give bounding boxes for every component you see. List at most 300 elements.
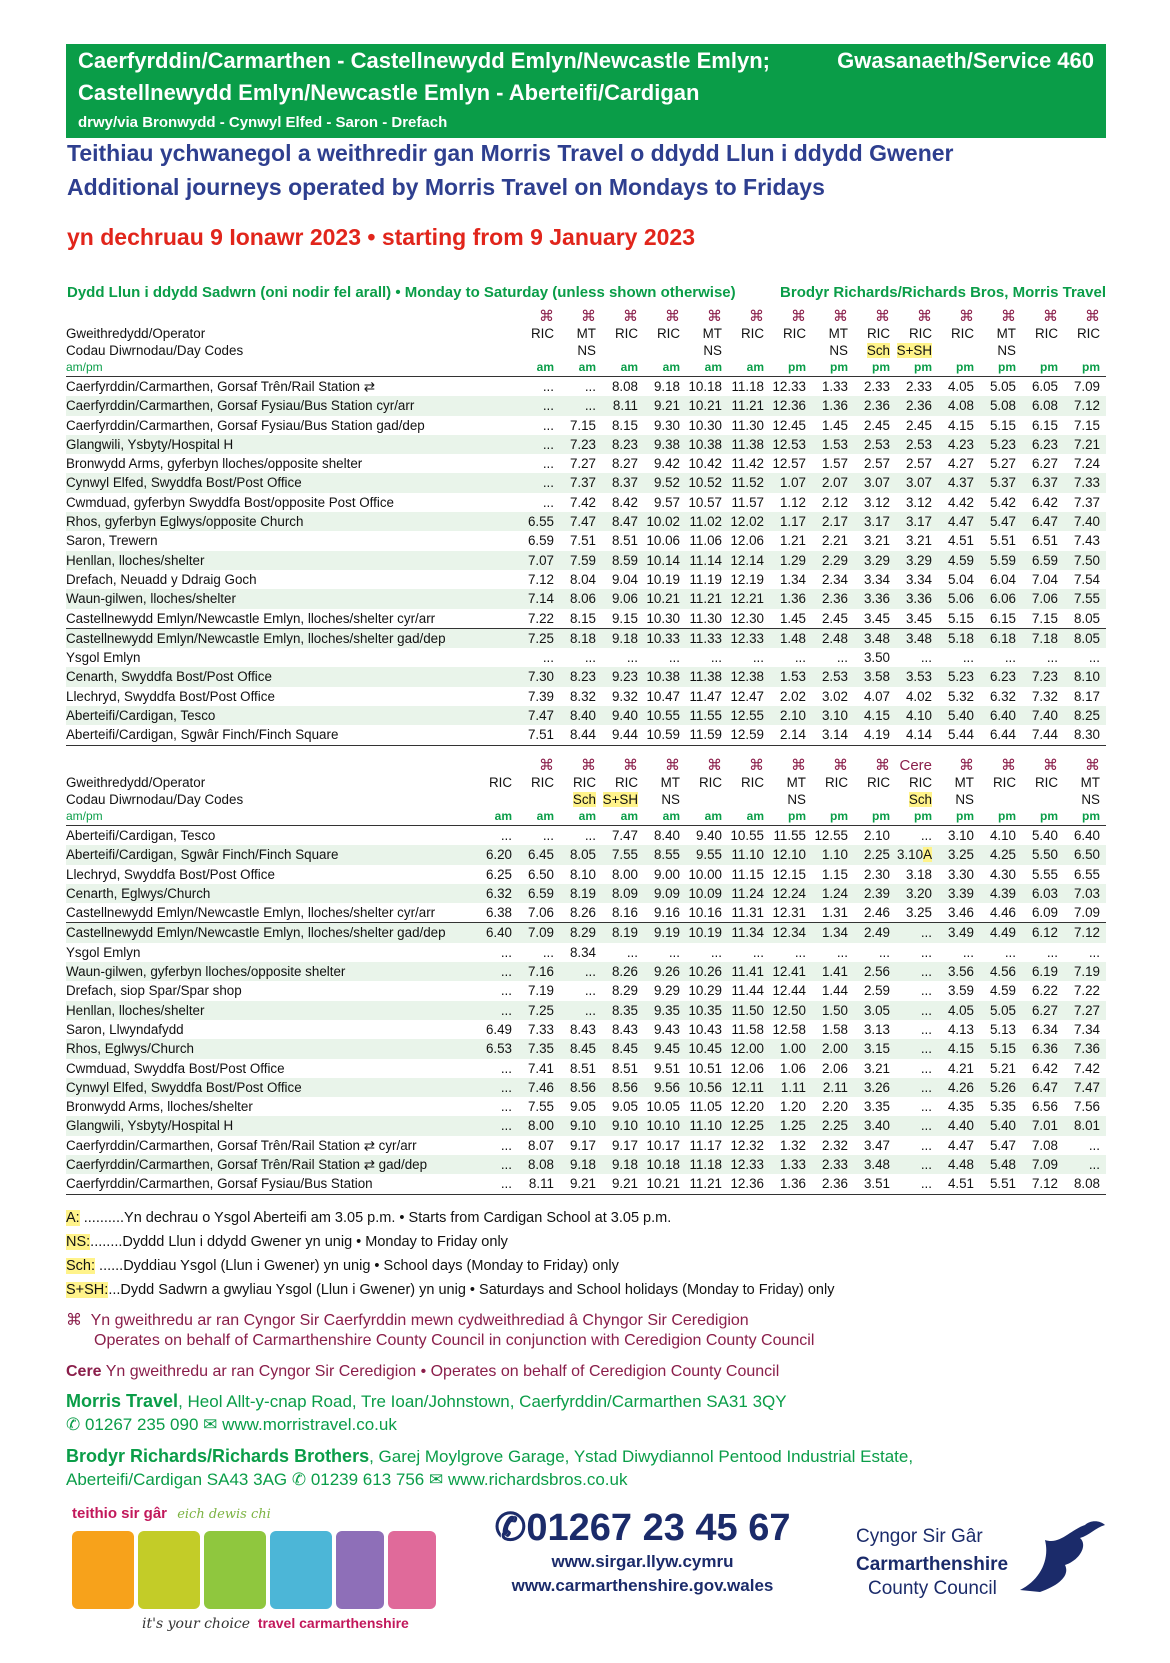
departure-time [728,962,770,981]
time-value: 7.06 [1031,591,1058,607]
time-value: 1.58 [821,1021,848,1037]
ampm-value: pm [1064,808,1106,826]
operator-code: RIC [740,326,764,341]
departure-time [602,1174,644,1194]
time-value: ... [626,944,638,960]
departure-time [1064,725,1106,745]
time-value: 9.17 [611,1137,638,1153]
time-value: 9.10 [611,1118,638,1134]
time-value: 10.42 [688,456,722,472]
time-value: 1.41 [821,964,848,980]
departure-time [644,1078,686,1097]
departure-time [1064,512,1106,531]
time-value: 2.14 [779,727,806,743]
departure-time [602,493,644,512]
departure-time [854,667,896,686]
departure-time [728,1001,770,1020]
time-value: 3.21 [863,1060,890,1076]
departure-time [602,981,644,1000]
departure-time [686,512,728,531]
time-value: 4.02 [905,688,932,704]
departure-time [602,1039,644,1058]
command-symbol-icon: ⌘ [1001,308,1016,325]
departure-time [518,493,560,512]
time-value: 8.26 [569,905,596,921]
time-value: 5.05 [989,1002,1016,1018]
time-value: 12.34 [772,925,806,941]
time-value: 6.59 [527,533,554,549]
departure-time [812,943,854,962]
departure-time [476,884,518,903]
time-value: ... [920,1176,932,1192]
command-symbol-icon [476,757,518,774]
day-code [1064,791,1106,808]
time-value: 3.17 [863,514,890,530]
timetable-row [66,1116,1106,1135]
time-value: 4.47 [947,514,974,530]
time-value: 9.18 [611,1157,638,1173]
time-value: 2.07 [821,475,848,491]
time-value: 7.55 [1073,591,1100,607]
stop-name [66,884,476,903]
timetable-row [66,826,1106,846]
departure-time [602,962,644,981]
command-symbol-icon: ⌘ [707,308,722,325]
departure-time [938,377,980,397]
time-value: 3.45 [905,610,932,626]
time-value: 3.12 [905,494,932,510]
departure-time [602,826,644,846]
note-key: S+SH: [66,1282,109,1298]
website-english[interactable]: www.carmarthenshire.gov.wales [511,1576,774,1595]
cere-label: Cere [899,757,932,774]
departure-time [686,1020,728,1039]
command-symbol-icon: ⌘ [1085,757,1100,774]
time-value: 9.42 [653,456,680,472]
time-value: 6.36 [1031,1041,1058,1057]
timetable-row [66,845,1106,864]
stop-name [66,377,518,397]
time-value: 1.00 [779,1041,806,1057]
time-value: ... [1004,650,1016,666]
time-value: 8.00 [611,866,638,882]
time-value: 12.06 [730,1060,764,1076]
departure-time [938,454,980,473]
departure-time [854,628,896,648]
time-value: 6.20 [485,847,512,863]
time-value: 4.40 [947,1118,974,1134]
departure-time [980,981,1022,1000]
day-code [770,791,812,808]
departure-time [560,923,602,943]
time-value: 7.09 [527,925,554,941]
time-value: 1.15 [821,866,848,882]
departure-time [854,884,896,903]
timetable-row [66,512,1106,531]
time-value: 6.37 [1031,475,1058,491]
departure-time [644,923,686,943]
morris-address [66,1391,787,1412]
time-value: 4.59 [947,552,974,568]
departure-time [560,435,602,454]
departure-time [1064,609,1106,629]
departure-time [518,865,560,884]
departure-time [602,845,644,864]
command-symbol-icon: ⌘ [623,757,638,774]
departure-time [980,1078,1022,1097]
time-value: 8.08 [1073,1176,1100,1192]
departure-time [602,706,644,725]
departure-time [812,826,854,846]
time-value: 6.47 [1031,514,1058,530]
operator-code: RIC [782,326,806,341]
day-code [980,791,1022,808]
time-value: ... [500,1079,512,1095]
time-value: 8.10 [569,866,596,882]
departure-time [896,648,938,667]
departure-time [1022,1020,1064,1039]
ampm-value: pm [770,359,812,377]
time-value: 8.29 [611,983,638,999]
time-value: 7.37 [569,475,596,491]
command-symbol-icon: ⌘ [875,757,890,774]
time-value: 6.38 [485,905,512,921]
time-value: 4.19 [863,727,890,743]
departure-time [1022,1136,1064,1155]
time-value: 12.57 [772,456,806,472]
time-value: 1.53 [779,669,806,685]
departure-time [938,396,980,415]
departure-time [602,725,644,745]
departure-time [812,725,854,745]
time-value: 4.51 [947,533,974,549]
time-value: 6.27 [1031,1002,1058,1018]
time-value: 4.49 [989,925,1016,941]
day-code [560,342,602,359]
time-value: 8.43 [569,1021,596,1037]
morris-name: Morris Travel [66,1391,179,1411]
day-code [1064,342,1106,359]
departure-time [770,396,812,415]
departure-time [938,570,980,589]
departure-time [980,962,1022,981]
time-value: 8.51 [569,1060,596,1076]
time-value: 12.24 [772,885,806,901]
departure-time [476,865,518,884]
time-value: 11.50 [731,1002,764,1018]
time-value: ... [836,944,848,960]
departure-time [854,1020,896,1039]
ampm-value: pm [938,808,980,826]
time-value: 9.45 [653,1041,680,1057]
time-value: 4.51 [947,1176,974,1192]
departure-time [812,377,854,397]
day-code [896,342,938,359]
time-value: 12.33 [730,1157,764,1173]
ampm-value: am [728,359,770,377]
ampm-value: pm [770,808,812,826]
departure-time [1064,1001,1106,1020]
stop-name [66,609,518,629]
departure-time [770,865,812,884]
van-icon [204,1531,266,1609]
ampm-value: pm [1064,359,1106,377]
time-value: 7.08 [1031,1137,1058,1153]
departure-time [812,1116,854,1135]
time-value: 12.55 [814,828,848,843]
time-value: 8.40 [569,708,596,724]
website-welsh[interactable]: www.sirgar.llyw.cymru [551,1552,734,1571]
departure-time [728,667,770,686]
time-value: 11.31 [731,905,764,921]
time-value: 9.21 [569,1176,596,1192]
time-value: 1.12 [779,494,806,510]
departure-time [686,923,728,943]
time-value: 8.01 [1073,1118,1100,1134]
departure-time [812,1059,854,1078]
stop-name-text: Castellnewydd Emlyn/Newcastle Emlyn, lloches/shelter cyr/arr [66,610,436,626]
blank-cell [66,757,476,774]
departure-time [896,687,938,706]
departure-time [1064,1020,1106,1039]
time-value: 11.18 [689,1157,722,1173]
time-value: 8.26 [611,964,638,980]
time-value: 2.45 [821,610,848,626]
time-value: 5.59 [989,552,1016,568]
departure-time [770,1116,812,1135]
time-value: 1.10 [821,847,848,863]
departure-time [560,609,602,629]
departure-time [980,435,1022,454]
operator-label: Gweithredydd/Operator [66,775,206,790]
time-value: 7.27 [1073,1002,1100,1018]
time-value: 11.41 [731,964,764,980]
command-symbol-icon: ⌘ [917,308,932,325]
departure-time [1064,1039,1106,1058]
time-value: 9.30 [653,417,680,433]
departure-time [644,435,686,454]
departure-time [1022,609,1064,629]
departure-time [938,1078,980,1097]
departure-time [980,1136,1022,1155]
time-value: 7.15 [1031,610,1058,626]
departure-time [896,725,938,745]
time-value: 12.47 [730,688,764,704]
time-value: 1.17 [779,514,806,530]
ampm-value: pm [1022,359,1064,377]
departure-time [1022,493,1064,512]
timetable-row [66,1078,1106,1097]
heading-date: yn dechruau 9 Ionawr 2023 • starting from 9 January 2023 [67,224,696,250]
time-value: 6.42 [1031,494,1058,510]
departure-time [602,551,644,570]
operator-code: RIC [614,326,638,341]
cere-note [66,1363,779,1381]
time-value: 7.47 [611,828,638,843]
departure-time [602,1155,644,1174]
time-value: 7.40 [1073,514,1100,530]
day-code-text: Sch [572,792,596,807]
stop-name-text: Saron, Trewern [66,533,158,549]
time-value: 4.25 [989,847,1016,863]
timetable-row [66,687,1106,706]
operator-code: MT [786,775,806,790]
departure-time [518,1174,560,1194]
departure-time [896,1155,938,1174]
time-value: 12.30 [730,610,764,626]
time-value: 6.47 [1031,1079,1058,1095]
time-value: 1.33 [779,1157,806,1173]
time-value: ... [542,456,554,472]
time-value: 7.55 [611,847,638,863]
departure-time [686,473,728,492]
stop-name [66,1174,476,1194]
stop-name [66,687,518,706]
departure-time [812,589,854,608]
departure-time [938,628,980,648]
time-value: ... [542,475,554,491]
time-value: 3.07 [863,475,890,491]
departure-time [602,1116,644,1135]
ampm-value: am [602,808,644,826]
time-value: 3.25 [947,847,974,863]
departure-time [938,416,980,435]
departure-time [686,1039,728,1058]
stop-name-text: Cwmduad, Swyddfa Bost/Post Office [66,1060,285,1076]
operator-code: RIC [866,775,890,790]
departure-time [938,845,980,864]
departure-time [728,1136,770,1155]
time-value: 1.07 [779,475,806,491]
time-value: 5.18 [947,630,974,646]
time-value: 11.21 [689,1176,722,1192]
time-value: 7.55 [527,1099,554,1115]
timetable-row [66,1097,1106,1116]
time-value: ... [500,983,512,999]
council-name-english-2: County Council [868,1578,997,1599]
departure-time [938,589,980,608]
departure-time [770,1136,812,1155]
time-value: 6.44 [989,727,1016,743]
time-value: 1.36 [779,591,806,607]
departure-time [560,454,602,473]
departure-time [938,551,980,570]
departure-time [476,962,518,981]
departure-time [728,903,770,923]
departure-time [602,648,644,667]
phone-icon: ✆ [494,1507,527,1549]
departure-time [812,667,854,686]
command-symbol-icon: ⌘ [791,757,806,774]
time-value: 4.26 [947,1079,974,1095]
time-value: ... [584,379,596,394]
time-value: ... [584,983,596,999]
stop-name [66,416,518,435]
morris-contact: ✆ 01267 235 090 ✉ www.morristravel.co.uk [66,1415,397,1434]
departure-time [728,826,770,846]
departure-time [770,531,812,550]
time-value: 7.59 [569,552,596,568]
time-value: 6.59 [1031,552,1058,568]
departure-time [896,1136,938,1155]
departure-time [896,493,938,512]
departure-time [686,943,728,962]
time-value: ... [500,828,512,843]
departure-time [896,1059,938,1078]
departure-time [602,377,644,397]
time-value: 6.42 [1031,1060,1058,1076]
time-value: 10.09 [688,885,722,901]
days-note: Dydd Llun i ddydd Sadwrn (oni nodir fel arall) • Monday to Saturday (unless shown otherwise) [67,284,736,301]
time-value: 5.27 [989,456,1016,472]
time-value: 7.33 [527,1021,554,1037]
time-value: 7.21 [1073,436,1100,452]
departure-time [560,570,602,589]
time-value: 5.23 [989,436,1016,452]
departure-time [770,826,812,846]
departure-time [686,1078,728,1097]
stop-name [66,865,476,884]
operator-code: RIC [908,326,932,341]
time-value: 2.59 [863,983,890,999]
stop-name-text: Llechryd, Swyddfa Bost/Post Office [66,866,275,882]
departure-time [728,725,770,745]
time-value: 10.26 [688,964,722,980]
departure-time [938,1001,980,1020]
command-symbol-icon: ⌘ [959,757,974,774]
stop-name-text: Drefach, Neuadd y Ddraig Goch [66,571,257,587]
time-value: 9.18 [653,379,680,394]
stop-name-text: Caerfyrddin/Carmarthen, Gorsaf Trên/Rail Station ⇄ cyr/arr [66,1137,417,1153]
time-value: 7.44 [1031,727,1058,743]
day-code-text: Sch [908,792,932,807]
departure-time [644,416,686,435]
departure-time [560,884,602,903]
time-value: 7.12 [1073,398,1100,414]
departure-time [644,628,686,648]
departure-time [476,981,518,1000]
time-value: 9.29 [653,983,680,999]
time-value: 11.18 [731,379,764,394]
route-via: drwy/via Bronwydd - Cynwyl Elfed - Saron - Drefach [78,114,448,131]
command-symbol-icon: ⌘ [1043,757,1058,774]
departure-time [896,628,938,648]
departure-time [1064,377,1106,397]
departure-time [770,667,812,686]
time-value: ... [920,1041,932,1057]
time-value: 12.59 [730,727,764,743]
service-banner [66,44,1106,138]
departure-time [560,865,602,884]
time-value: 7.51 [527,727,554,743]
departure-time [560,1039,602,1058]
time-value: 5.42 [989,494,1016,510]
time-value: 11.55 [689,708,722,724]
timetable-row [66,609,1106,629]
departure-time [770,1020,812,1039]
departure-time [770,493,812,512]
departure-time [980,1155,1022,1174]
time-value: 8.00 [527,1118,554,1134]
departure-time [518,903,560,923]
departure-time [1022,981,1064,1000]
time-value: ... [542,436,554,452]
day-code-text: NS [787,792,806,807]
departure-time [980,923,1022,943]
time-value: 5.44 [947,727,974,743]
departure-time [560,687,602,706]
time-value: 10.52 [688,475,722,491]
